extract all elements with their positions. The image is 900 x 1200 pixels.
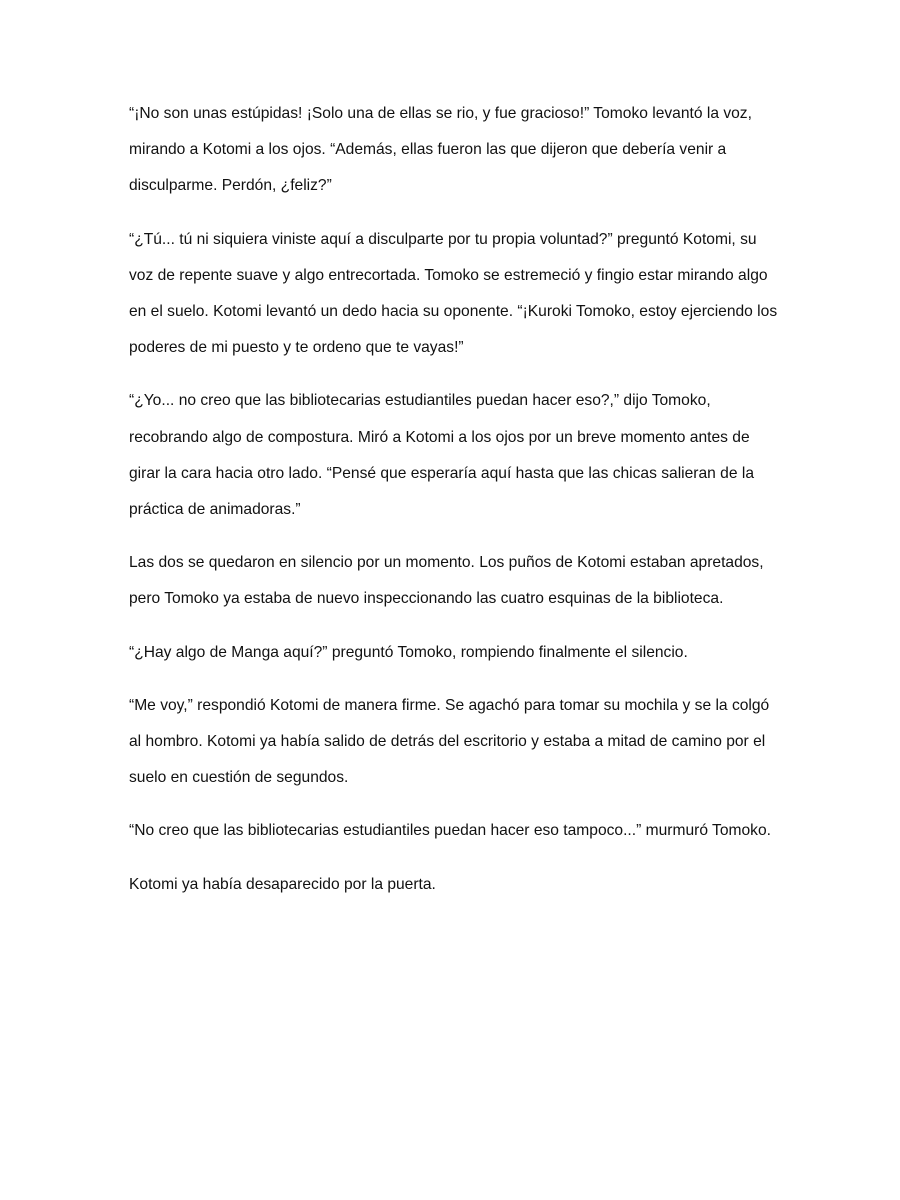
paragraph: Kotomi ya había desaparecido por la puerta. [129, 875, 436, 893]
document-body [129, 96, 779, 920]
paragraph: Las dos se quedaron en silencio por un momento. Los puños de Kotomi estaban apretados, pero Tomoko ya estaba de nuevo inspeccionando las cuatro esquinas de la biblioteca. [129, 554, 764, 608]
paragraph: “¿Tú... tú ni siquiera viniste aquí a disculparte por tu propia voluntad?” preguntó Kotomi, su voz de repente suave y algo entrecortada. Tomoko se estremeció y fingio estar mirando algo en el suelo. Kotomi levantó un dedo hacia su oponente. “¡Kuroki Tomoko, estoy ejerciendo los poderes de mi puesto y te ordeno que te vayas!” [129, 230, 778, 357]
paragraph: “¿Yo... no creo que las bibliotecarias estudiantiles puedan hacer eso?,” dijo Tomoko, recobrando algo de compostura. Miró a Kotomi a los ojos por un breve momento antes de girar la cara hacia otro lado. “Pensé que esperaría aquí hasta que las chicas salieran de la práctica de animadoras.” [129, 392, 754, 519]
paragraph: “¡No son unas estúpidas! ¡Solo una de ellas se rio, y fue gracioso!” Tomoko levantó la voz, mirando a Kotomi a los ojos. “Además, ellas fueron las que dijeron que debería venir a disculparme. Perdón, ¿feliz?” [129, 105, 752, 195]
paragraph: “¿Hay algo de Manga aquí?” preguntó Tomoko, rompiendo finalmente el silencio. [129, 643, 688, 661]
paragraph: “Me voy,” respondió Kotomi de manera firme. Se agachó para tomar su mochila y se la colgó al hombro. Kotomi ya había salido de detrás del escritorio y estaba a mitad de camino por el suelo en cuestión de segundos. [129, 696, 770, 787]
paragraph: “No creo que las bibliotecarias estudiantiles puedan hacer eso tampoco...” murmuró Tomoko. [129, 822, 771, 840]
